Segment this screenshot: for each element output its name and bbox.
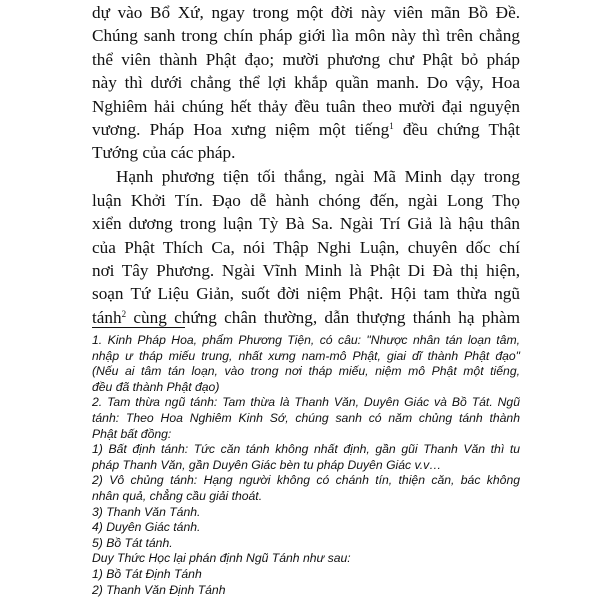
text-line: xiển dương trong luận Tỳ Bà Sa. Ngài Trí Giả là hậu thân [92,214,520,234]
footnotes [92,333,520,598]
footnote-divider [92,327,185,328]
text-line: thể viên thành Phật đạo; mười phương chư Phật bỏ pháp [92,49,520,69]
footnote-line: 5) Bồ Tát tánh. [92,535,173,550]
footnote-line: đều đã thành Phật đạo) [92,379,220,394]
footnote-line: 1) Bất định tánh: Tức căn tánh không nhất định, gần gũi Thanh Văn thì tu [92,442,520,457]
footnote-ref-2[interactable]: 2 [121,308,127,319]
footnote-line: pháp Thanh Văn, gần Duyên Giác bèn tu pháp Duyên Giác v.v… [92,457,442,472]
footnote-line: 1. Kinh Pháp Hoa, phẩm Phương Tiện, có câu: "Nhược nhân tán loạn tâm, [92,333,520,347]
footnote-line: 4) Duyên Giác tánh. [92,520,201,535]
footnote-line: 2. Tam thừa ngũ tánh: Tam thừa là Thanh Văn, Duyên Giác và Bồ Tát. Ngũ [92,395,520,410]
footnote-line: (Nếu ai tâm tán loạn, vào trong nơi tháp miếu, niệm mô Phật một tiếng, [92,364,520,379]
footnote-line: 2) Vô chủng tánh: Hạng người không có chánh tín, thiện căn, bác không [92,473,520,488]
footnote-line: nhân quả, chẳng cầu giải thoát. [92,488,263,503]
footnote-line: Phật bất đồng: [92,426,172,441]
text-line: của Phật Thích Ca, nói Thập Nghi Luận, chuyên dốc chí [92,237,520,257]
footnote-line: tánh: Theo Hoa Nghiêm Kinh Sớ, chúng sanh có năm chủng tánh thành [92,410,520,425]
text-segment: vương. Pháp Hoa xưng niệm một tiếng [92,119,390,139]
text-line: soạn Tứ Liệu Giản, suốt đời niệm Phật. Hội tam thừa ngũ [92,284,520,304]
text-line: nơi Tây Phương. Ngài Vĩnh Minh là Phật Di Đà thị hiện, [92,260,520,280]
footnote-line: 3) Thanh Văn Tánh. [92,504,201,519]
text-line: Chúng sanh trong chín pháp giới lìa môn này thì trên chẳng [92,26,520,46]
text-line: Tướng của các pháp. [92,143,236,163]
footnote-line: 1) Bồ Tát Định Tánh [92,566,202,581]
text-line [92,118,520,141]
text-line: này thì dưới chẳng thể lợi khắp quần manh. Do vậy, Hoa [92,73,520,93]
text-segment: cùng chứng chân thường, dẫn thượng thánh hạ phàm [126,307,520,327]
text-line: Nghiêm hải chúng hết thảy đều tuân theo mười đại nguyện [92,96,520,116]
text-line: luận Khởi Tín. Đạo dễ hành chóng đến, ngài Long Thọ [92,190,520,210]
footnote-line: nhập ư tháp miếu trung, nhất xưng nam-mô Phật, giai dĩ thành Phật đạo" [92,348,520,363]
text-segment: đều chứng Thật [393,119,520,139]
footnote-line: Duy Thức Học lại phán định Ngũ Tánh như sau: [92,551,351,566]
text-line [92,306,520,329]
footnote-line: 2) Thanh Văn Định Tánh [92,582,226,597]
text-line: dự vào Bổ Xứ, ngay trong một đời này viên mãn Bồ Đề. [92,3,520,22]
text-segment: tánh [92,307,122,327]
body-text [92,1,520,329]
footnote-ref-1[interactable]: 1 [389,120,394,131]
text-line: Hạnh phương tiện tối thắng, ngài Mã Minh dạy trong [116,167,520,187]
